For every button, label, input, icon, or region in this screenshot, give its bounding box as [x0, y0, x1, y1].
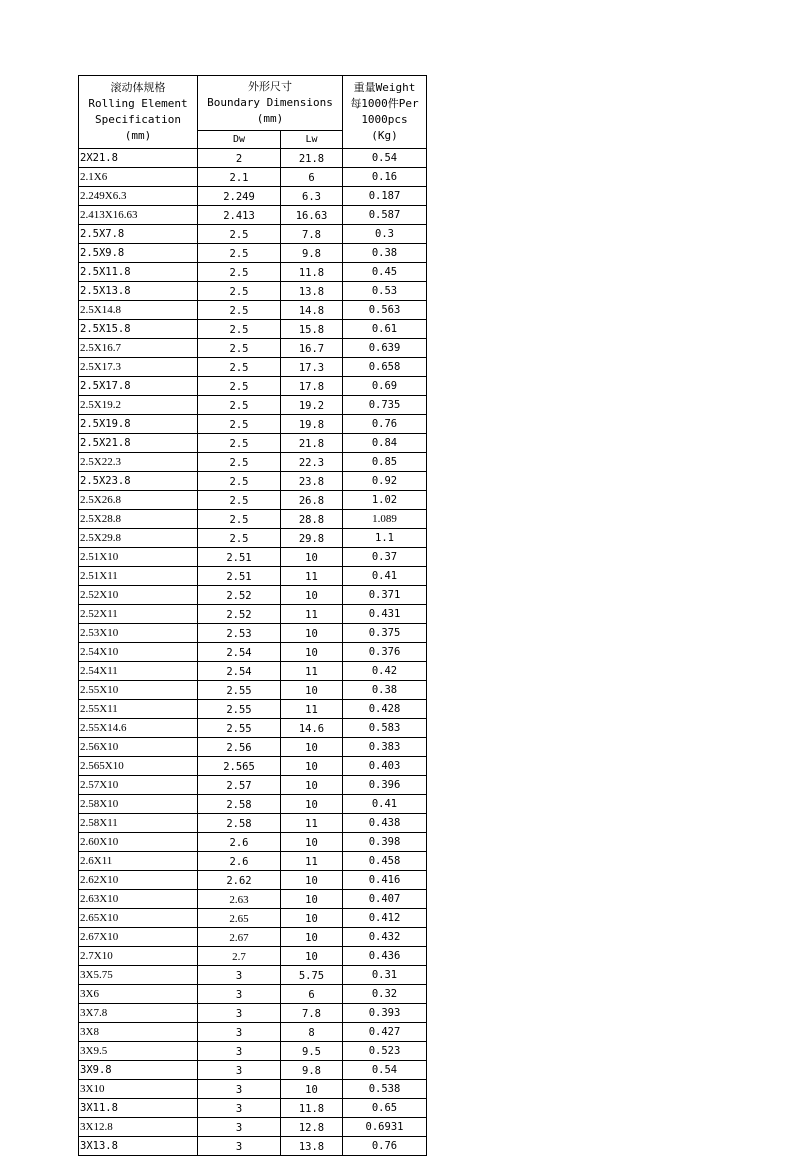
table-row — [79, 149, 427, 168]
table-row — [79, 947, 427, 966]
lw-cell: 9.5 — [281, 1042, 343, 1061]
dw-cell: 2.565 — [198, 757, 281, 776]
dw-cell: 2.5 — [198, 377, 281, 396]
spec-cell: 2.63X10 — [79, 890, 198, 909]
dw-cell: 3 — [198, 1137, 281, 1156]
dw-cell: 3 — [198, 1080, 281, 1099]
weight-cell: 0.65 — [343, 1099, 427, 1118]
spec-cell: 2.51X10 — [79, 548, 198, 567]
dw-cell: 2.5 — [198, 263, 281, 282]
lw-cell: 10 — [281, 776, 343, 795]
weight-cell: 0.16 — [343, 168, 427, 187]
spec-cell: 2.5X7.8 — [79, 225, 198, 244]
table-row — [79, 1042, 427, 1061]
table-row — [79, 681, 427, 700]
dw-cell: 2.5 — [198, 244, 281, 263]
weight-cell: 0.53 — [343, 282, 427, 301]
table-row — [79, 453, 427, 472]
table-row — [79, 320, 427, 339]
spec-header-en2: Specification — [94, 113, 182, 126]
dimensions-header-en: Boundary Dimensions — [207, 96, 333, 109]
spec-cell: 2.52X11 — [79, 605, 198, 624]
dw-cell: 2.5 — [198, 491, 281, 510]
dw-cell: 2.5 — [198, 225, 281, 244]
weight-cell: 0.54 — [343, 1061, 427, 1080]
dw-cell: 2.53 — [198, 624, 281, 643]
lw-header: Lw — [281, 131, 343, 149]
lw-cell: 9.8 — [281, 1061, 343, 1080]
weight-cell: 0.32 — [343, 985, 427, 1004]
lw-cell: 22.3 — [281, 453, 343, 472]
weight-cell: 0.428 — [343, 700, 427, 719]
table-row — [79, 1118, 427, 1137]
weight-cell: 0.398 — [343, 833, 427, 852]
lw-cell: 14.8 — [281, 301, 343, 320]
spec-cell: 2.5X19.2 — [79, 396, 198, 415]
spec-cell: 3X11.8 — [79, 1099, 198, 1118]
lw-cell: 10 — [281, 643, 343, 662]
lw-cell: 14.6 — [281, 719, 343, 738]
dw-header: Dw — [198, 131, 281, 149]
weight-cell: 0.85 — [343, 453, 427, 472]
spec-cell: 2.5X17.3 — [79, 358, 198, 377]
table-row — [79, 966, 427, 985]
weight-cell: 0.38 — [343, 244, 427, 263]
table-row — [79, 377, 427, 396]
dw-cell: 2.62 — [198, 871, 281, 890]
weight-cell: 0.658 — [343, 358, 427, 377]
lw-cell: 16.63 — [281, 206, 343, 225]
spec-cell: 2.5X16.7 — [79, 339, 198, 358]
dw-cell: 2.51 — [198, 567, 281, 586]
table-row — [79, 624, 427, 643]
spec-cell: 2.249X6.3 — [79, 187, 198, 206]
table-row — [79, 719, 427, 738]
table-row — [79, 168, 427, 187]
dimensions-header-unit: (mm) — [256, 112, 284, 125]
spec-cell: 2.5X22.3 — [79, 453, 198, 472]
spec-cell: 2.5X9.8 — [79, 244, 198, 263]
weight-cell: 0.383 — [343, 738, 427, 757]
lw-cell: 17.8 — [281, 377, 343, 396]
spec-cell: 2.58X11 — [79, 814, 198, 833]
table-row — [79, 567, 427, 586]
dw-cell: 2.5 — [198, 434, 281, 453]
table-row — [79, 206, 427, 225]
spec-header — [79, 76, 198, 149]
table-body — [79, 149, 427, 1156]
table-row — [79, 244, 427, 263]
lw-cell: 13.8 — [281, 282, 343, 301]
weight-cell: 0.3 — [343, 225, 427, 244]
weight-cell: 0.407 — [343, 890, 427, 909]
lw-cell: 6 — [281, 168, 343, 187]
weight-cell: 1.1 — [343, 529, 427, 548]
weight-cell: 0.735 — [343, 396, 427, 415]
dw-cell: 3 — [198, 1061, 281, 1080]
weight-cell: 0.37 — [343, 548, 427, 567]
lw-cell: 13.8 — [281, 1137, 343, 1156]
lw-cell: 10 — [281, 681, 343, 700]
table-row — [79, 301, 427, 320]
spec-cell: 2.5X28.8 — [79, 510, 198, 529]
lw-cell: 5.75 — [281, 966, 343, 985]
lw-cell: 7.8 — [281, 225, 343, 244]
spec-cell: 2.5X11.8 — [79, 263, 198, 282]
lw-cell: 6.3 — [281, 187, 343, 206]
table-row — [79, 738, 427, 757]
lw-cell: 9.8 — [281, 244, 343, 263]
table-row — [79, 339, 427, 358]
spec-cell: 3X5.75 — [79, 966, 198, 985]
weight-cell: 0.639 — [343, 339, 427, 358]
table-row — [79, 700, 427, 719]
spec-cell: 2.5X26.8 — [79, 491, 198, 510]
lw-cell: 10 — [281, 738, 343, 757]
table-row — [79, 1061, 427, 1080]
table-row — [79, 434, 427, 453]
table-row — [79, 282, 427, 301]
spec-cell: 2.55X11 — [79, 700, 198, 719]
spec-cell: 2.413X16.63 — [79, 206, 198, 225]
dw-cell: 2.5 — [198, 320, 281, 339]
lw-cell: 12.8 — [281, 1118, 343, 1137]
spec-cell: 2.56X10 — [79, 738, 198, 757]
lw-cell: 6 — [281, 985, 343, 1004]
table-row — [79, 757, 427, 776]
table-row — [79, 928, 427, 947]
dw-cell: 2.5 — [198, 358, 281, 377]
table-row — [79, 814, 427, 833]
spec-cell: 2.5X23.8 — [79, 472, 198, 491]
lw-cell: 11 — [281, 567, 343, 586]
lw-cell: 11 — [281, 662, 343, 681]
weight-cell: 0.84 — [343, 434, 427, 453]
weight-header-2: 每1000件Per — [350, 97, 419, 110]
lw-cell: 26.8 — [281, 491, 343, 510]
lw-cell: 11 — [281, 814, 343, 833]
spec-cell: 3X8 — [79, 1023, 198, 1042]
spec-cell: 2.6X11 — [79, 852, 198, 871]
dw-cell: 2.58 — [198, 795, 281, 814]
table-row — [79, 871, 427, 890]
lw-cell: 8 — [281, 1023, 343, 1042]
lw-cell: 17.3 — [281, 358, 343, 377]
weight-cell: 0.393 — [343, 1004, 427, 1023]
dw-cell: 2.6 — [198, 852, 281, 871]
dimensions-header-cn: 外形尺寸 — [248, 80, 292, 93]
spec-cell: 2.5X13.8 — [79, 282, 198, 301]
table-row — [79, 529, 427, 548]
spec-cell: 2.52X10 — [79, 586, 198, 605]
spec-cell: 2.54X11 — [79, 662, 198, 681]
weight-header-1: 重量Weight — [353, 81, 416, 94]
weight-cell: 0.6931 — [343, 1118, 427, 1137]
lw-cell: 10 — [281, 833, 343, 852]
spec-header-cn: 滚动体规格 — [110, 81, 166, 94]
weight-cell: 0.412 — [343, 909, 427, 928]
weight-cell: 0.41 — [343, 567, 427, 586]
dw-cell: 2.5 — [198, 396, 281, 415]
weight-cell: 0.41 — [343, 795, 427, 814]
weight-cell: 0.45 — [343, 263, 427, 282]
lw-cell: 19.8 — [281, 415, 343, 434]
table-row — [79, 605, 427, 624]
lw-cell: 11 — [281, 852, 343, 871]
rolling-element-table — [78, 75, 427, 1156]
weight-cell: 0.427 — [343, 1023, 427, 1042]
table-row — [79, 890, 427, 909]
dw-cell: 2.249 — [198, 187, 281, 206]
table-row — [79, 985, 427, 1004]
dw-cell: 2.5 — [198, 472, 281, 491]
lw-cell: 10 — [281, 1080, 343, 1099]
weight-cell: 0.583 — [343, 719, 427, 738]
table-row — [79, 795, 427, 814]
spec-cell: 2.5X15.8 — [79, 320, 198, 339]
lw-cell: 10 — [281, 624, 343, 643]
spec-cell: 2.62X10 — [79, 871, 198, 890]
weight-cell: 0.38 — [343, 681, 427, 700]
lw-cell: 10 — [281, 586, 343, 605]
weight-cell: 0.538 — [343, 1080, 427, 1099]
weight-cell: 0.563 — [343, 301, 427, 320]
spec-cell: 3X12.8 — [79, 1118, 198, 1137]
table-header — [79, 76, 427, 149]
spec-cell: 2.5X14.8 — [79, 301, 198, 320]
lw-cell: 10 — [281, 947, 343, 966]
weight-cell: 1.089 — [343, 510, 427, 529]
dw-cell: 2.52 — [198, 605, 281, 624]
spec-cell: 3X13.8 — [79, 1137, 198, 1156]
dw-cell: 2.5 — [198, 301, 281, 320]
spec-cell: 2.57X10 — [79, 776, 198, 795]
dw-cell: 2.5 — [198, 339, 281, 358]
dw-cell: 2.5 — [198, 529, 281, 548]
spec-cell: 3X6 — [79, 985, 198, 1004]
spec-cell: 2.67X10 — [79, 928, 198, 947]
spec-cell: 3X9.5 — [79, 1042, 198, 1061]
weight-cell: 0.69 — [343, 377, 427, 396]
dw-cell: 2 — [198, 149, 281, 168]
lw-cell: 29.8 — [281, 529, 343, 548]
lw-cell: 10 — [281, 871, 343, 890]
lw-cell: 11 — [281, 700, 343, 719]
weight-cell: 0.371 — [343, 586, 427, 605]
table-row — [79, 1023, 427, 1042]
table-row — [79, 1080, 427, 1099]
spec-cell: 2.5X29.8 — [79, 529, 198, 548]
table-row — [79, 852, 427, 871]
weight-cell: 0.438 — [343, 814, 427, 833]
spec-cell: 2.65X10 — [79, 909, 198, 928]
spec-cell: 3X9.8 — [79, 1061, 198, 1080]
dw-cell: 3 — [198, 1099, 281, 1118]
table-row — [79, 415, 427, 434]
dw-cell: 3 — [198, 1004, 281, 1023]
table-row — [79, 909, 427, 928]
dw-cell: 2.57 — [198, 776, 281, 795]
dw-cell: 2.55 — [198, 681, 281, 700]
lw-cell: 10 — [281, 548, 343, 567]
lw-cell: 7.8 — [281, 1004, 343, 1023]
weight-cell: 0.61 — [343, 320, 427, 339]
dw-cell: 2.58 — [198, 814, 281, 833]
lw-cell: 16.7 — [281, 339, 343, 358]
weight-cell: 0.375 — [343, 624, 427, 643]
table-row — [79, 1137, 427, 1156]
table-row — [79, 225, 427, 244]
weight-cell: 0.76 — [343, 415, 427, 434]
table-row — [79, 187, 427, 206]
dimensions-header — [198, 76, 343, 131]
spec-cell: 2.1X6 — [79, 168, 198, 187]
spec-cell: 2.53X10 — [79, 624, 198, 643]
weight-cell: 0.523 — [343, 1042, 427, 1061]
dw-cell: 2.5 — [198, 453, 281, 472]
spec-header-en1: Rolling Element — [88, 97, 188, 110]
spec-cell: 3X7.8 — [79, 1004, 198, 1023]
dw-cell: 2.67 — [198, 928, 281, 947]
table-row — [79, 643, 427, 662]
lw-cell: 28.8 — [281, 510, 343, 529]
table-row — [79, 510, 427, 529]
spec-cell: 2.5X17.8 — [79, 377, 198, 396]
spec-cell: 2.5X21.8 — [79, 434, 198, 453]
weight-cell: 0.92 — [343, 472, 427, 491]
weight-cell: 0.432 — [343, 928, 427, 947]
weight-cell: 0.436 — [343, 947, 427, 966]
lw-cell: 11 — [281, 605, 343, 624]
spec-cell: 2.7X10 — [79, 947, 198, 966]
weight-cell: 0.187 — [343, 187, 427, 206]
weight-cell: 1.02 — [343, 491, 427, 510]
lw-cell: 21.8 — [281, 434, 343, 453]
lw-cell: 11.8 — [281, 1099, 343, 1118]
lw-cell: 23.8 — [281, 472, 343, 491]
dw-cell: 2.63 — [198, 890, 281, 909]
dw-cell: 2.413 — [198, 206, 281, 225]
dw-cell: 2.52 — [198, 586, 281, 605]
weight-header — [343, 76, 427, 149]
weight-cell: 0.376 — [343, 643, 427, 662]
lw-cell: 10 — [281, 795, 343, 814]
weight-cell: 0.403 — [343, 757, 427, 776]
table-row — [79, 472, 427, 491]
table-row — [79, 358, 427, 377]
dw-cell: 2.55 — [198, 719, 281, 738]
lw-cell: 10 — [281, 928, 343, 947]
lw-cell: 11.8 — [281, 263, 343, 282]
table-row — [79, 263, 427, 282]
weight-cell: 0.458 — [343, 852, 427, 871]
table-row — [79, 491, 427, 510]
table-row — [79, 586, 427, 605]
table-row — [79, 662, 427, 681]
dw-cell: 2.5 — [198, 415, 281, 434]
lw-cell: 10 — [281, 757, 343, 776]
dw-cell: 2.55 — [198, 700, 281, 719]
table-row — [79, 1099, 427, 1118]
spec-sheet — [78, 75, 427, 1156]
spec-cell: 3X10 — [79, 1080, 198, 1099]
weight-cell: 0.31 — [343, 966, 427, 985]
dw-cell: 2.54 — [198, 662, 281, 681]
dw-cell: 3 — [198, 1023, 281, 1042]
dw-cell: 2.7 — [198, 947, 281, 966]
spec-cell: 2X21.8 — [79, 149, 198, 168]
table-row — [79, 833, 427, 852]
dw-cell: 2.5 — [198, 282, 281, 301]
weight-cell: 0.76 — [343, 1137, 427, 1156]
weight-cell: 0.42 — [343, 662, 427, 681]
spec-cell: 2.55X14.6 — [79, 719, 198, 738]
dw-cell: 3 — [198, 985, 281, 1004]
weight-cell: 0.431 — [343, 605, 427, 624]
spec-header-unit: (mm) — [124, 129, 152, 142]
dw-cell: 2.5 — [198, 510, 281, 529]
table-row — [79, 396, 427, 415]
dw-cell: 3 — [198, 1118, 281, 1137]
dw-cell: 2.56 — [198, 738, 281, 757]
weight-cell: 0.587 — [343, 206, 427, 225]
weight-header-3: 1000pcs — [361, 113, 408, 126]
spec-cell: 2.58X10 — [79, 795, 198, 814]
spec-cell: 2.55X10 — [79, 681, 198, 700]
lw-cell: 21.8 — [281, 149, 343, 168]
dw-cell: 2.6 — [198, 833, 281, 852]
table-row — [79, 1004, 427, 1023]
weight-cell: 0.416 — [343, 871, 427, 890]
table-row — [79, 776, 427, 795]
lw-cell: 19.2 — [281, 396, 343, 415]
spec-cell: 2.60X10 — [79, 833, 198, 852]
weight-header-unit: (Kg) — [371, 129, 398, 142]
lw-cell: 10 — [281, 909, 343, 928]
spec-cell: 2.5X19.8 — [79, 415, 198, 434]
weight-cell: 0.396 — [343, 776, 427, 795]
lw-cell: 10 — [281, 890, 343, 909]
spec-cell: 2.565X10 — [79, 757, 198, 776]
spec-cell: 2.51X11 — [79, 567, 198, 586]
lw-cell: 15.8 — [281, 320, 343, 339]
weight-cell: 0.54 — [343, 149, 427, 168]
dw-cell: 3 — [198, 966, 281, 985]
dw-cell: 2.51 — [198, 548, 281, 567]
table-row — [79, 548, 427, 567]
dw-cell: 2.1 — [198, 168, 281, 187]
spec-cell: 2.54X10 — [79, 643, 198, 662]
dw-cell: 3 — [198, 1042, 281, 1061]
dw-cell: 2.65 — [198, 909, 281, 928]
dw-cell: 2.54 — [198, 643, 281, 662]
